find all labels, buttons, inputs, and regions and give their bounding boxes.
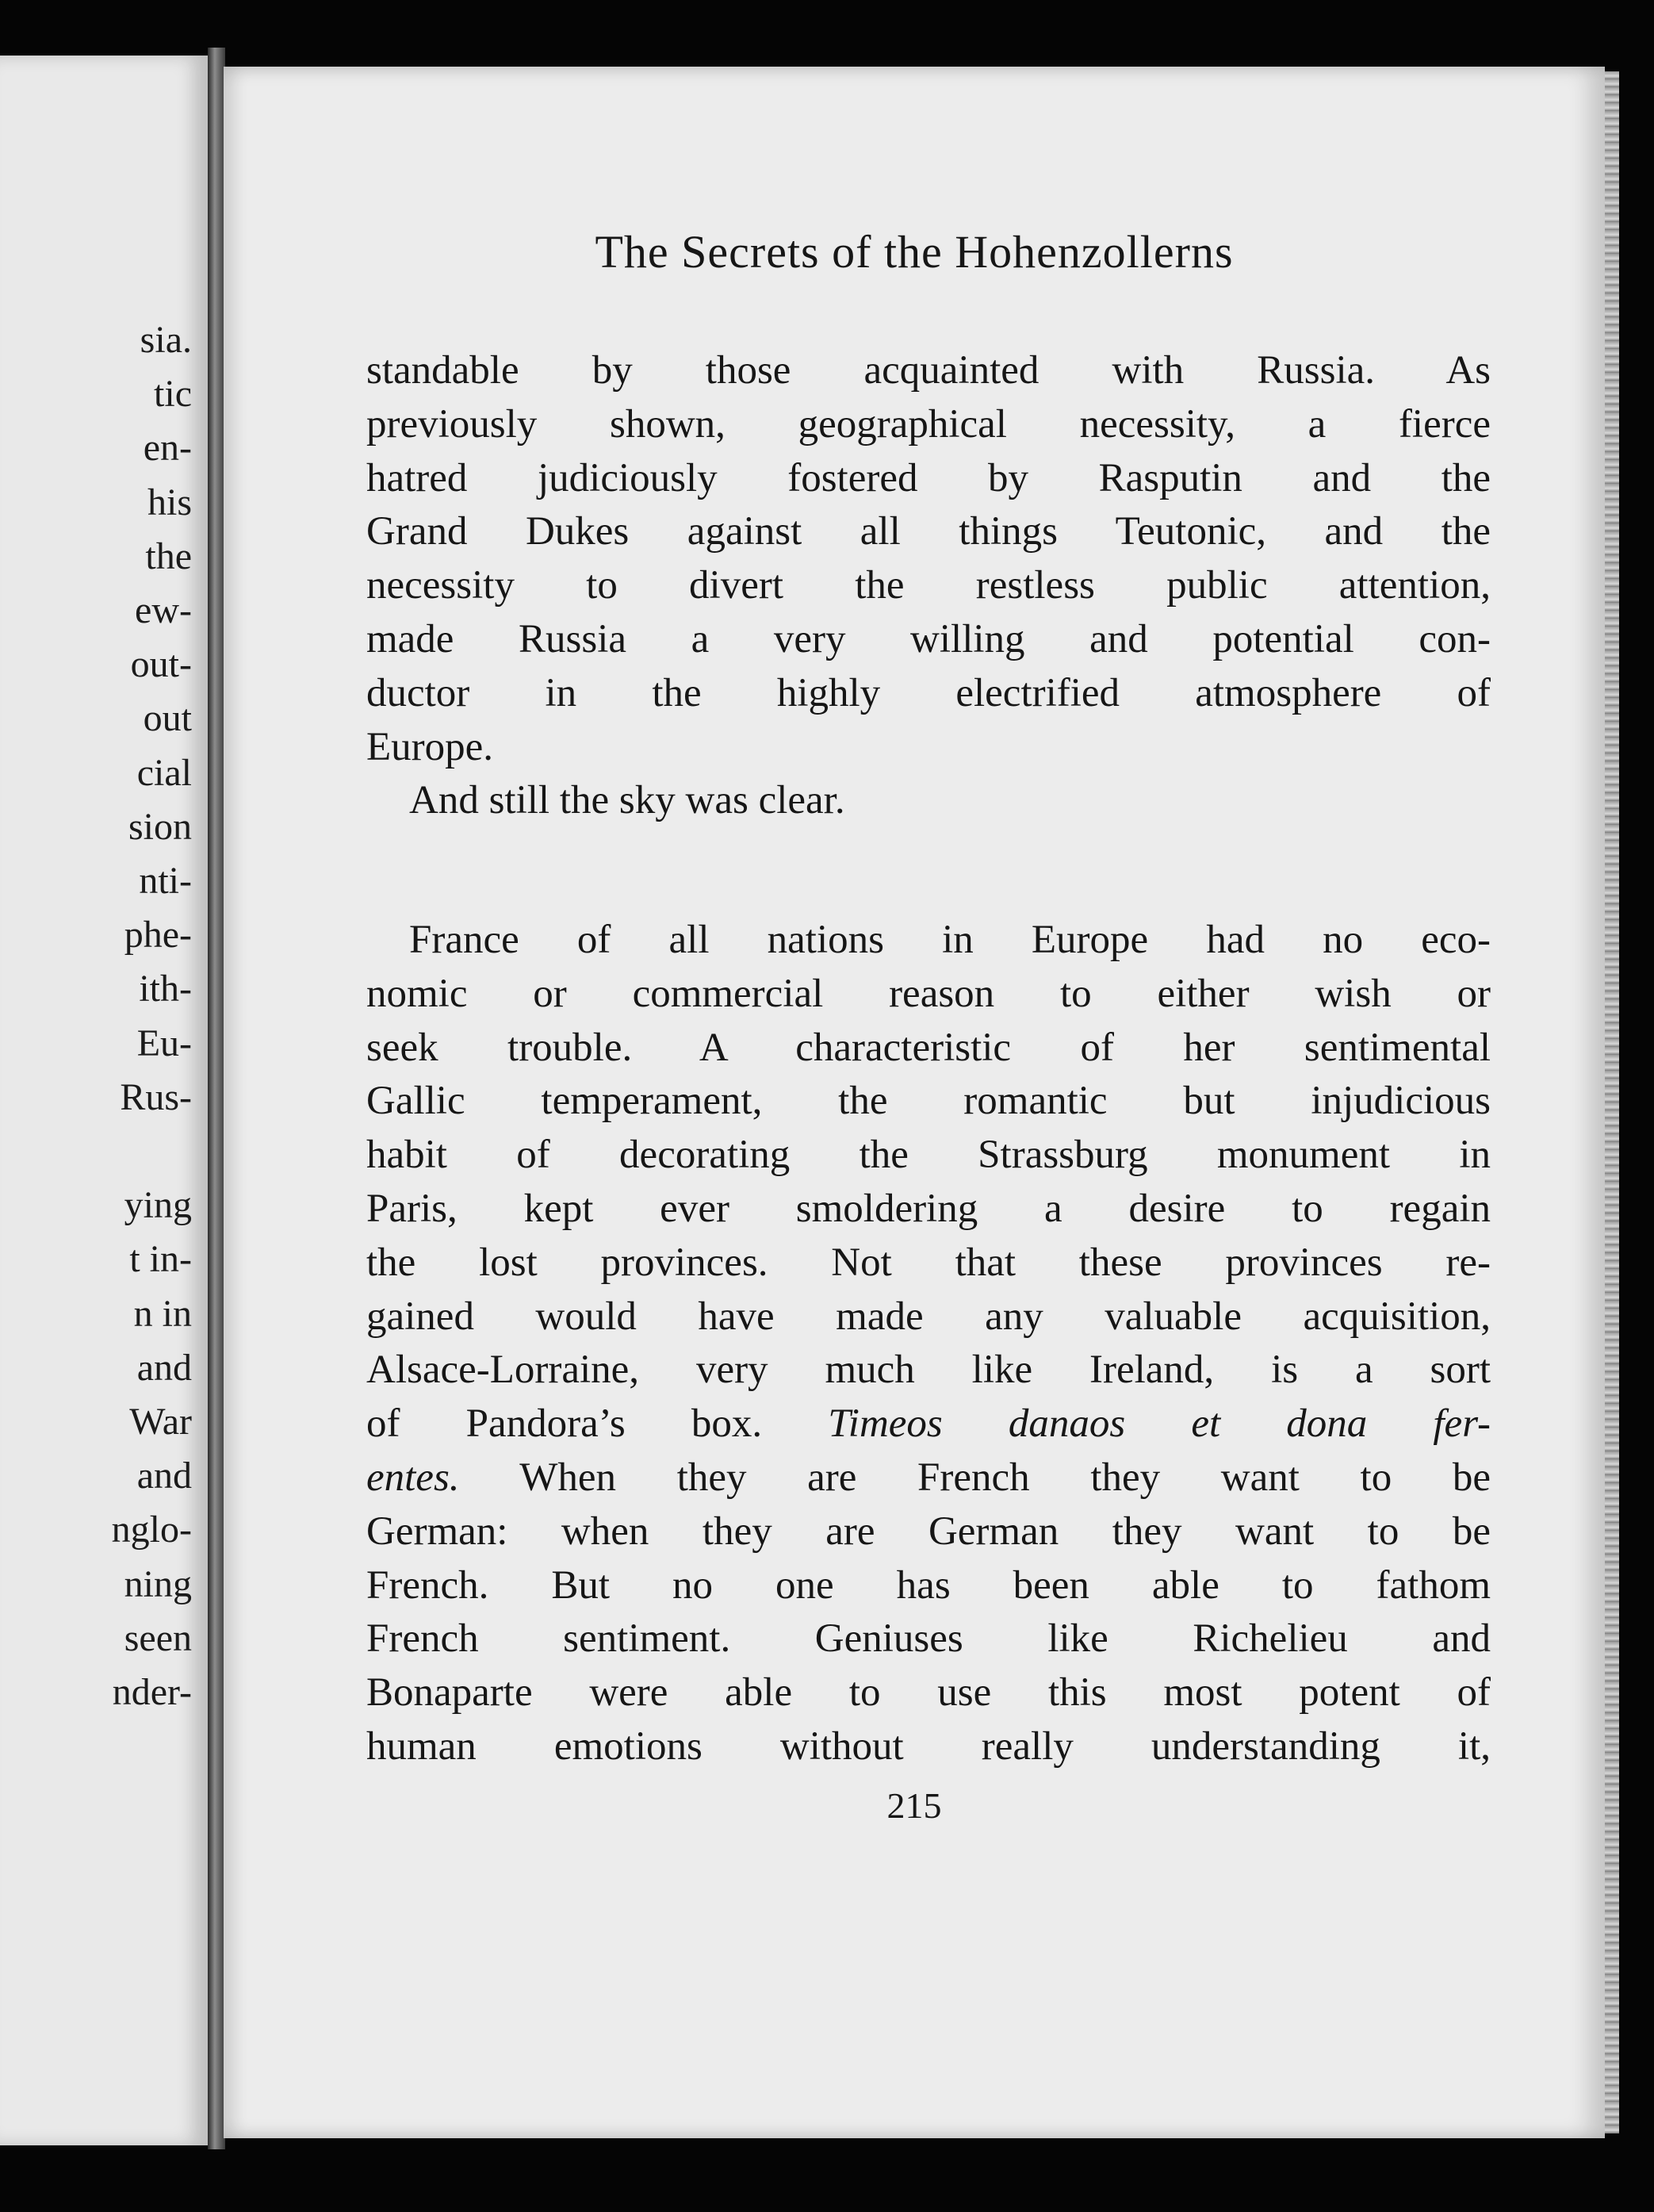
paragraph-2 xyxy=(366,774,1491,828)
text-line xyxy=(366,1451,1491,1505)
previous-page-fragment xyxy=(0,56,212,2145)
previous-page-line-fragment: the xyxy=(145,535,192,577)
previous-page-line-fragment: nti- xyxy=(139,860,192,902)
previous-page-line-fragment: nglo- xyxy=(111,1509,192,1551)
text-line: Grand Dukes against all things Teutonic, and the xyxy=(366,509,1491,554)
previous-page-line-fragment: ning xyxy=(124,1562,192,1605)
previous-page-line-fragment: and xyxy=(136,1455,192,1497)
previous-page-line-fragment: ying xyxy=(124,1184,192,1227)
text-line: hatred judiciously fostered by Rasputin and the xyxy=(366,455,1491,500)
previous-page-line-fragment: tic xyxy=(154,373,192,416)
text-line: previously shown, geographical necessity, a fierce xyxy=(366,401,1491,447)
text-line: human emotions without really understanding it, xyxy=(366,1723,1491,1769)
text-line xyxy=(366,1397,1491,1451)
text-line: France of all nations in Europe had no eco- xyxy=(409,918,1491,962)
text-span: of Pandora’s box. xyxy=(366,1401,763,1447)
text-line: German: when they are German they want to be xyxy=(366,1509,1491,1554)
previous-page-line-fragment: sion xyxy=(128,805,192,848)
previous-page-line-fragment: seen xyxy=(124,1616,192,1659)
previous-page-line-fragment: sia. xyxy=(140,319,192,361)
text-line: Europe. xyxy=(366,724,494,769)
previous-page-line-fragment: out xyxy=(143,697,192,740)
previous-page-line-fragment: phe- xyxy=(124,914,192,956)
running-head: The Secrets of the Hohenzollerns xyxy=(595,226,1234,278)
previous-page-line-fragment: ew- xyxy=(135,589,192,631)
text-line: Alsace-Lorraine, very much like Ireland, is a sort xyxy=(366,1348,1491,1393)
previous-page-line-fragment: War xyxy=(129,1401,192,1443)
text-line: Paris, kept ever smoldering a desire to regain xyxy=(366,1186,1491,1231)
text-line: Gallic temperament, the romantic but injudicious xyxy=(366,1079,1491,1124)
text-line: made Russia a very willing and potential con- xyxy=(366,616,1491,661)
book-page xyxy=(224,67,1605,2138)
page-edge-shadow xyxy=(1605,71,1619,2133)
text-line: Bonaparte were able to use this most potent of xyxy=(366,1670,1491,1716)
previous-page-line-fragment: Rus- xyxy=(120,1075,192,1118)
previous-page-line-fragment: ith- xyxy=(139,968,192,1010)
text-line: And still the sky was clear. xyxy=(409,778,845,822)
text-line: French sentiment. Geniuses like Richelieu and xyxy=(366,1616,1491,1662)
text-line: nomic or commercial reason to either wish or xyxy=(366,971,1491,1016)
text-span: When they are French they want to be xyxy=(519,1455,1491,1500)
previous-page-line-fragment: his xyxy=(147,481,192,523)
previous-page-line-fragment: cial xyxy=(136,751,192,794)
previous-page-line-fragment: n in xyxy=(133,1292,192,1335)
text-line: French. But no one has been able to fathom xyxy=(366,1562,1491,1608)
previous-page-line-fragment: t in- xyxy=(129,1238,192,1281)
paragraph-3 xyxy=(366,914,1491,1774)
paragraph-1 xyxy=(366,344,1491,774)
previous-page-line-fragment: nder- xyxy=(112,1671,192,1713)
text-line: the lost provinces. Not that these provinces re- xyxy=(366,1240,1491,1285)
previous-page-line-fragment: en- xyxy=(143,427,192,470)
latin-quotation: Timeos danaos et dona fer- xyxy=(828,1401,1491,1447)
book-gutter xyxy=(208,48,225,2149)
latin-quotation: entes. xyxy=(366,1455,460,1500)
text-line: ductor in the highly electrified atmosphere of xyxy=(366,670,1491,715)
text-line: standable by those acquainted with Russia. As xyxy=(366,348,1491,393)
text-line: necessity to divert the restless public attention, xyxy=(366,563,1491,608)
text-line: habit of decorating the Strassburg monument in xyxy=(366,1133,1491,1178)
text-line: seek trouble. A characteristic of her sentimental xyxy=(366,1025,1491,1070)
previous-page-line-fragment: and xyxy=(136,1346,192,1389)
previous-page-line-fragment: out- xyxy=(130,643,192,686)
previous-page-line-fragment: Eu- xyxy=(136,1022,192,1064)
page-number: 215 xyxy=(886,1785,942,1826)
text-line: gained would have made any valuable acquisition, xyxy=(366,1294,1491,1339)
